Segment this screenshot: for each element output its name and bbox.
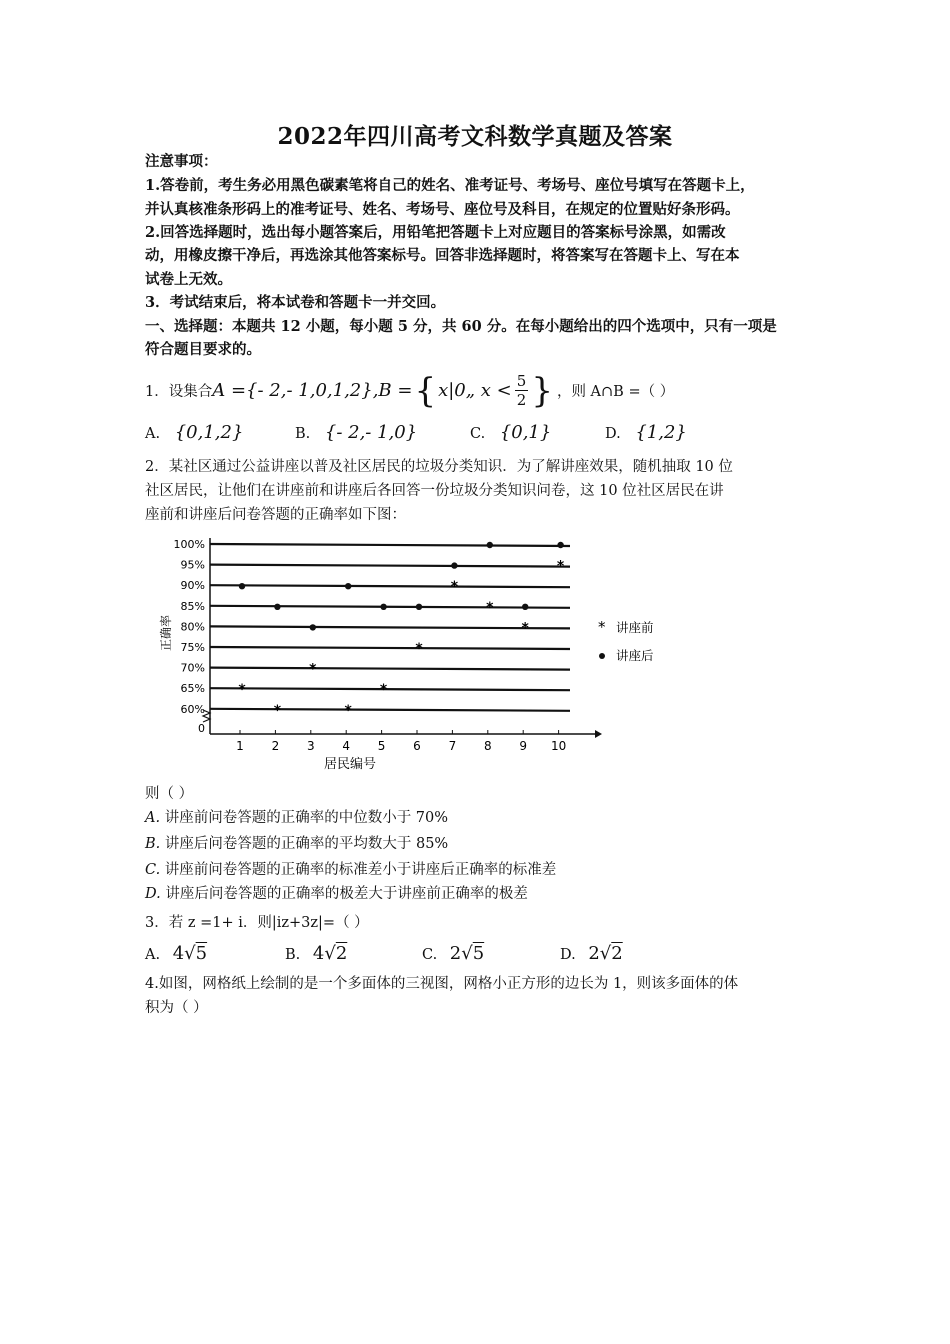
fraction-numerator: 5 (516, 372, 527, 390)
fraction-denominator: 2 (516, 391, 527, 409)
y-tick-label: 90% (180, 579, 205, 593)
x-tick-label: 5 (377, 739, 386, 753)
gridline (210, 565, 570, 567)
point-before: * (556, 558, 565, 575)
left-brace-icon: { (414, 370, 437, 411)
x-tick-label: 7 (448, 739, 457, 753)
legend-label-before: 讲座前 (616, 620, 654, 635)
q1-option-b: B. {- 2,- 1,0} (295, 422, 418, 443)
q1-option-d: D. {1,2} (605, 422, 687, 443)
q1-set-b: B = (378, 380, 413, 401)
chart-y-ticks (174, 538, 205, 735)
x-tick-label: 8 (483, 739, 492, 753)
gridline (210, 606, 570, 608)
q3-option-a: A. 4√5 (145, 943, 208, 964)
q3-option-c: C. 2√5 (422, 943, 485, 964)
q2-option-a: A. 讲座前问卷答题的正确率的中位数小于 70% (145, 810, 449, 826)
notice-line: 1.答卷前，考生务必用黑色碳素笔将自己的姓名、准考证号、考场号、座位号填写在答题卡上， (145, 177, 755, 194)
point-after (274, 604, 280, 610)
point-after (416, 604, 422, 610)
y-tick-label: 0 (198, 722, 205, 735)
x-axis-arrow-icon (595, 730, 602, 738)
q2-then: 则（ ） (145, 786, 194, 802)
chart-marks (238, 542, 565, 719)
chart-gridlines (210, 544, 570, 711)
notice-line: 试卷上无效。 (145, 271, 232, 288)
q1-suffix: ，则 A∩B =（ ） (556, 384, 675, 400)
q1-set-b-inner: x|0„ x < (438, 380, 512, 401)
notice-line: 并认真核准条形码上的准考证号、姓名、考场号、座位号及科目，在规定的位置贴好条形码。 (145, 201, 740, 218)
q3-stem: 3．若 z =1+ i．则|iz+3z|=（ ） (145, 915, 369, 931)
q1-set-a: A ={- 2,- 1,0,1,2}, (212, 380, 379, 401)
q2-option-b: B. 讲座后问卷答题的正确率的平均数大于 85% (145, 836, 449, 852)
y-tick-label: 100% (173, 538, 205, 551)
x-tick-label: 1 (236, 739, 244, 753)
legend-marker-before: * (598, 618, 606, 636)
point-after (451, 562, 457, 568)
notice-line: 动，用橡皮擦干净后，再选涂其他答案标号。回答非选择题时，将答案写在答题卡上、写在本 (145, 247, 740, 264)
q4-line: 4.如图，网格纸上绘制的是一个多面体的三视图，网格小正方形的边长为 1，则该多面体的体 (145, 976, 739, 992)
q2-option-c: C. 讲座前问卷答题的正确率的标准差小于讲座后正确率的标准差 (145, 862, 557, 878)
x-tick-label: 4 (342, 739, 351, 753)
notice-line: 3．考试结束后，将本试卷和答题卡一并交回。 (145, 294, 446, 311)
point-after (380, 604, 386, 610)
q2-line: 社区居民，让他们在讲座前和讲座后各回答一份垃圾分类知识问卷，这 10 位社区居民在讲 (145, 483, 724, 499)
point-before: * (238, 682, 246, 699)
point-before: * (273, 702, 282, 719)
q3-option-d: D. 2√2 (560, 943, 623, 964)
gridline (210, 709, 570, 711)
point-before: * (309, 661, 317, 678)
y-tick-label: 70% (180, 661, 205, 675)
point-after (522, 604, 528, 610)
legend-label-after: 讲座后 (616, 648, 654, 663)
y-tick-label: 60% (180, 702, 205, 716)
point-after (557, 542, 563, 548)
point-before: * (344, 702, 352, 719)
point-before: * (521, 620, 529, 637)
notice-line: 2.回答选择题时，选出每小题答案后，用铅笔把答题卡上对应题目的答案标号涂黑，如需改 (145, 224, 726, 241)
x-axis-label: 居民编号 (323, 757, 377, 772)
point-after (487, 542, 493, 548)
q3-option-b: B. 4√2 (285, 943, 348, 964)
notice-heading: 注意事项： (145, 153, 218, 170)
question-1 (145, 372, 674, 409)
gridline (210, 668, 570, 670)
y-tick-label: 85% (180, 599, 205, 613)
x-tick-label: 2 (271, 739, 280, 753)
q2-line: 2．某社区通过公益讲座以普及社区居民的垃圾分类知识．为了解讲座效果，随机抽取 10 位 (145, 459, 733, 475)
gridline (210, 544, 570, 546)
section-heading: 一、选择题：本题共 12 小题，每小题 5 分，共 60 分。在每小题给出的四个选项中，只有一项是 (145, 318, 777, 335)
q2-line: 座前和讲座后问卷答题的正确率如下图： (145, 507, 406, 523)
y-axis-label: 正确率 (159, 614, 173, 652)
point-before: * (486, 599, 494, 616)
q4-line: 积为（ ） (145, 1000, 208, 1016)
q1-prefix: 1．设集合 (145, 384, 213, 400)
gridline (210, 585, 570, 587)
y-tick-label: 75% (180, 641, 205, 654)
fraction (515, 372, 529, 409)
y-tick-label: 65% (180, 682, 205, 696)
page-title: 2022年四川高考文科数学真题及答案 (277, 123, 673, 150)
x-tick-label: 3 (306, 739, 315, 753)
point-after (345, 583, 351, 589)
x-tick-label: 6 (413, 739, 421, 753)
point-after (310, 624, 316, 630)
point-after (239, 583, 245, 589)
point-before: * (415, 641, 423, 657)
gridline (210, 688, 570, 690)
q2-option-d: D. 讲座后问卷答题的正确率的极差大于讲座前正确率的极差 (145, 886, 528, 902)
y-tick-label: 95% (180, 558, 205, 572)
x-tick-label: 9 (519, 739, 528, 753)
gridline (210, 626, 570, 628)
y-tick-label: 80% (180, 620, 205, 634)
legend-marker-after (599, 653, 605, 659)
q1-option-c: C. {0,1} (470, 422, 552, 443)
right-brace-icon: } (531, 370, 553, 411)
point-before: * (450, 579, 459, 596)
gridline (210, 647, 570, 649)
q1-option-a: A. {0,1,2} (145, 422, 244, 443)
accuracy-chart (150, 528, 670, 778)
point-before: * (379, 682, 388, 699)
section-heading: 符合题目要求的。 (145, 341, 261, 358)
x-tick-label: 10 (550, 739, 567, 753)
